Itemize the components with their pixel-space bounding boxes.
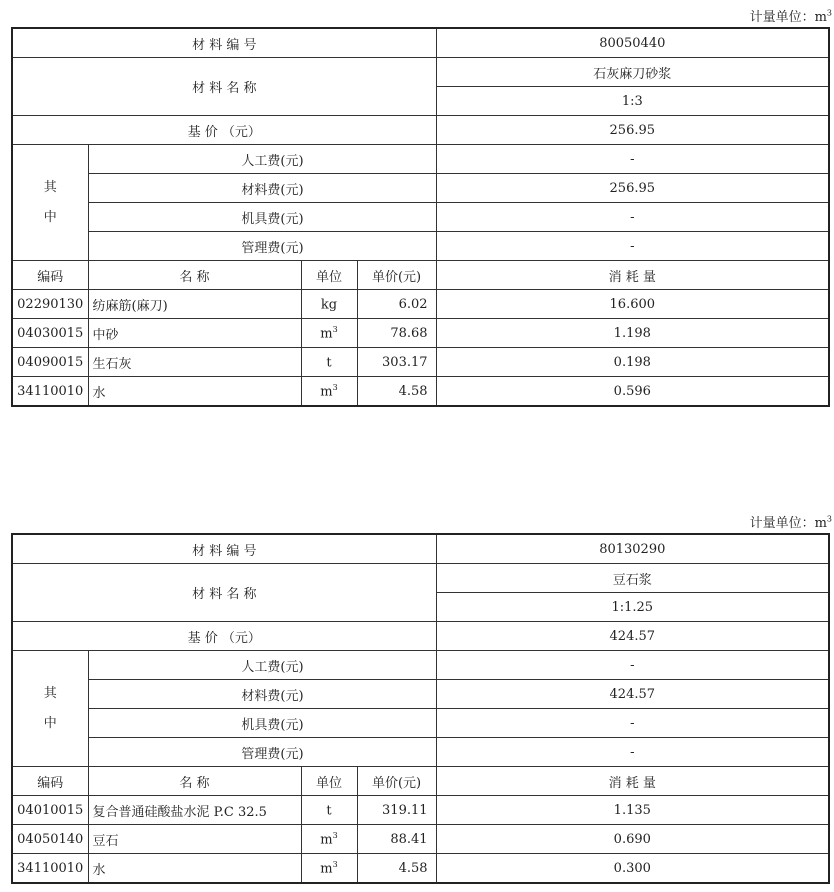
quota-table-1 xyxy=(11,27,830,407)
base-price-label: 基 价 （元） xyxy=(12,116,436,145)
material-name-label: 材 料 名 称 xyxy=(12,564,436,622)
material-name-label: 材 料 名 称 xyxy=(12,58,436,116)
management-value: - xyxy=(436,232,829,261)
qi-zhong-label: 其 中 xyxy=(12,145,88,261)
management-label: 管理费(元) xyxy=(88,232,436,261)
item-name: 中砂 xyxy=(88,319,301,348)
col-unit-price-header: 单价(元) xyxy=(357,261,436,290)
item-qty: 1.135 xyxy=(436,796,829,825)
col-code-header: 编码 xyxy=(12,261,88,290)
labor-value: - xyxy=(436,651,829,680)
material-code-value: 80130290 xyxy=(436,534,829,564)
material-name-value: 石灰麻刀砂浆 xyxy=(436,58,829,87)
base-price-row xyxy=(12,622,829,651)
item-code: 04050140 xyxy=(12,825,88,854)
quota-table-2 xyxy=(11,533,830,884)
item-unit: t xyxy=(301,796,357,825)
item-price: 4.58 xyxy=(357,854,436,884)
labor-label: 人工费(元) xyxy=(88,145,436,174)
material-code-row xyxy=(12,534,829,564)
material-code-row xyxy=(12,28,829,58)
qi-zhong-label: 其 中 xyxy=(12,651,88,767)
machine-value: - xyxy=(436,203,829,232)
col-name-header: 名 称 xyxy=(88,767,301,796)
col-code-header: 编码 xyxy=(12,767,88,796)
item-price: 6.02 xyxy=(357,290,436,319)
material-fee-value: 256.95 xyxy=(436,174,829,203)
material-code-label: 材 料 编 号 xyxy=(12,534,436,564)
table-row xyxy=(12,348,829,377)
machine-row xyxy=(12,203,829,232)
col-unit-header: 单位 xyxy=(301,767,357,796)
base-price-row xyxy=(12,116,829,145)
table-row xyxy=(12,377,829,407)
item-price: 303.17 xyxy=(357,348,436,377)
machine-value: - xyxy=(436,709,829,738)
item-code: 02290130 xyxy=(12,290,88,319)
machine-row xyxy=(12,709,829,738)
item-name: 水 xyxy=(88,854,301,884)
item-price: 78.68 xyxy=(357,319,436,348)
table-row xyxy=(12,854,829,884)
item-unit: $m^3$ xyxy=(301,377,357,407)
labor-value: - xyxy=(436,145,829,174)
col-consumption-header: 消 耗 量 xyxy=(436,261,829,290)
unit-label: 计量单位：$m^3$ xyxy=(749,514,832,531)
item-price: 4.58 xyxy=(357,377,436,407)
item-qty: 0.198 xyxy=(436,348,829,377)
item-code: 04090015 xyxy=(12,348,88,377)
management-label: 管理费(元) xyxy=(88,738,436,767)
material-fee-row xyxy=(12,174,829,203)
col-unit-header: 单位 xyxy=(301,261,357,290)
material-ratio-value: 1:3 xyxy=(436,87,829,116)
column-header-row xyxy=(12,261,829,290)
item-name: 复合普通硅酸盐水泥 P.C 32.5 xyxy=(88,796,301,825)
item-qty: 0.690 xyxy=(436,825,829,854)
table-row xyxy=(12,825,829,854)
item-name: 豆石 xyxy=(88,825,301,854)
labor-label: 人工费(元) xyxy=(88,651,436,680)
item-price: 319.11 xyxy=(357,796,436,825)
table-row xyxy=(12,319,829,348)
labor-row xyxy=(12,145,829,174)
col-name-header: 名 称 xyxy=(88,261,301,290)
item-qty: 0.300 xyxy=(436,854,829,884)
item-code: 34110010 xyxy=(12,854,88,884)
table-row xyxy=(12,796,829,825)
base-price-label: 基 价 （元） xyxy=(12,622,436,651)
base-price-value: 424.57 xyxy=(436,622,829,651)
item-price: 88.41 xyxy=(357,825,436,854)
item-qty: 16.600 xyxy=(436,290,829,319)
item-unit: $m^3$ xyxy=(301,825,357,854)
material-fee-row xyxy=(12,680,829,709)
material-fee-label: 材料费(元) xyxy=(88,174,436,203)
item-unit: $m^3$ xyxy=(301,319,357,348)
item-qty: 0.596 xyxy=(436,377,829,407)
item-code: 04030015 xyxy=(12,319,88,348)
material-code-value: 80050440 xyxy=(436,28,829,58)
item-code: 34110010 xyxy=(12,377,88,407)
item-unit: t xyxy=(301,348,357,377)
item-unit: $m^3$ xyxy=(301,854,357,884)
column-header-row xyxy=(12,767,829,796)
labor-row xyxy=(12,651,829,680)
management-value: - xyxy=(436,738,829,767)
item-name: 水 xyxy=(88,377,301,407)
material-name-row xyxy=(12,58,829,87)
col-unit-price-header: 单价(元) xyxy=(357,767,436,796)
material-fee-value: 424.57 xyxy=(436,680,829,709)
management-row xyxy=(12,232,829,261)
unit-label: 计量单位：$m^3$ xyxy=(749,8,832,25)
material-name-row xyxy=(12,564,829,593)
machine-label: 机具费(元) xyxy=(88,203,436,232)
management-row xyxy=(12,738,829,767)
material-ratio-value: 1:1.25 xyxy=(436,593,829,622)
material-fee-label: 材料费(元) xyxy=(88,680,436,709)
material-code-label: 材 料 编 号 xyxy=(12,28,436,58)
col-consumption-header: 消 耗 量 xyxy=(436,767,829,796)
material-name-value: 豆石浆 xyxy=(436,564,829,593)
table-row xyxy=(12,290,829,319)
item-name: 纺麻筋(麻刀) xyxy=(88,290,301,319)
item-unit: kg xyxy=(301,290,357,319)
item-qty: 1.198 xyxy=(436,319,829,348)
base-price-value: 256.95 xyxy=(436,116,829,145)
item-name: 生石灰 xyxy=(88,348,301,377)
machine-label: 机具费(元) xyxy=(88,709,436,738)
item-code: 04010015 xyxy=(12,796,88,825)
